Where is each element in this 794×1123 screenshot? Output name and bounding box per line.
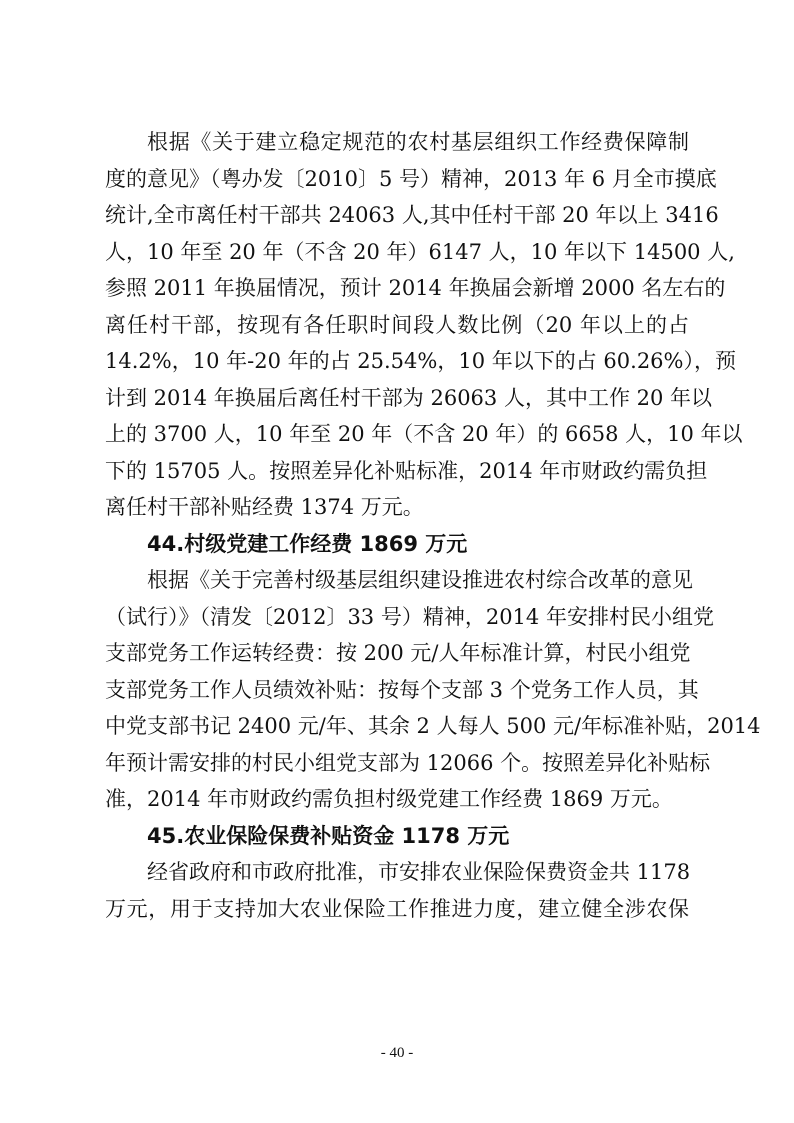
- text-line: 年预计需安排的村民小组党支部为 12066 个。按照差异化补贴标: [105, 750, 711, 775]
- document-body: [105, 124, 761, 927]
- text-line: 下的 15705 人。按照差异化补贴标准，2014 年市财政约需负担: [105, 458, 708, 483]
- paragraph-village-party-funding: [105, 562, 761, 818]
- paragraph-retired-cadre-subsidy: [105, 124, 743, 526]
- text-line: 中党支部书记 2400 元/年、其余 2 人每人 500 元/年标准补贴，2014: [105, 714, 761, 738]
- text-line: 经省政府和市政府批准，市安排农业保险保费资金共 1178: [147, 860, 691, 884]
- text-line: 万元，用于支持加大农业保险工作推进力度，建立健全涉农保: [105, 896, 689, 921]
- text-line: 根据《关于建立稳定规范的农村基层组织工作经费保障制: [147, 130, 689, 154]
- paragraph-agri-insurance: [105, 854, 689, 927]
- page-number: - 40 -: [380, 1045, 414, 1061]
- text-line: 根据《关于完善村级基层组织建设推进农村综合改革的意见: [147, 568, 693, 592]
- text-line: 参照 2011 年换届情况，预计 2014 年换届会新增 2000 名左右的: [105, 276, 726, 300]
- section-heading-45: 45.农业保险保费补贴资金 1178 万元: [147, 823, 510, 848]
- text-line: 统计,全市离任村干部共 24063 人,其中任村干部 20 年以上 3416: [105, 203, 719, 227]
- text-line: 支部党务工作运转经费：按 200 元/人年标准计算，村民小组党: [105, 641, 691, 665]
- text-line: 14.2%，10 年-20 年的占 25.54%，10 年以下的占 60.26%），预: [105, 349, 736, 373]
- text-line: 准，2014 年市财政约需负担村级党建工作经费 1869 万元。: [105, 787, 673, 811]
- text-line: 度的意见》（粤办发〔2010〕5 号）精神，2013 年 6 月全市摸底: [105, 166, 717, 191]
- text-line: 离任村干部，按现有各任职时间段人数比例（20 年以上的占: [105, 312, 689, 337]
- text-line: 离任村干部补贴经费 1374 万元。: [105, 495, 424, 519]
- text-line: 计到 2014 年换届后离任村干部为 26063 人，其中工作 20 年以: [105, 385, 713, 410]
- text-line: 人，10 年至 20 年（不含 20 年）6147 人，10 年以下 14500 人,: [105, 239, 735, 264]
- text-line: 上的 3700 人，10 年至 20 年（不含 20 年）的 6658 人，10 年以: [105, 422, 743, 446]
- text-line: （试行）》（清发〔2012〕33 号）精神，2014 年安排村民小组党: [105, 604, 714, 629]
- section-heading-44: 44.村级党建工作经费 1869 万元: [147, 531, 468, 556]
- text-line: 支部党务工作人员绩效补贴：按每个支部 3 个党务工作人员，其: [105, 677, 699, 702]
